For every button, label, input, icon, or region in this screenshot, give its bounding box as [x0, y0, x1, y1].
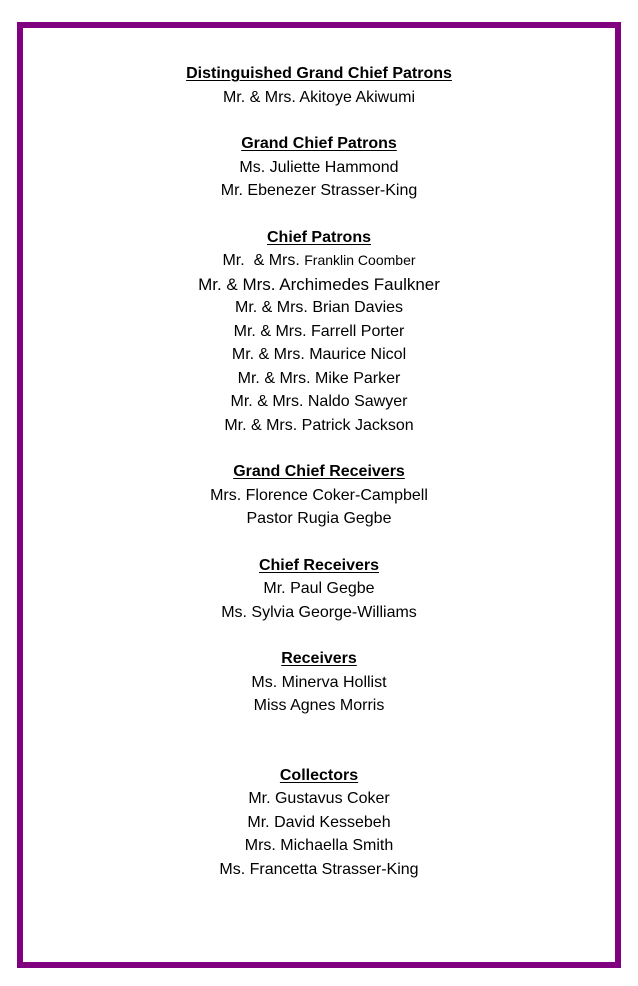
patron-name: Mr. & Mrs. Akitoye Akiwumi — [222, 88, 416, 106]
receiver-name: Pastor Rugia Gegbe — [246, 510, 392, 527]
section-title: Collectors — [279, 766, 359, 784]
patron-name: Mr. & Mrs. Maurice Nicol — [231, 346, 407, 363]
patron-name: Mr. & Mrs. Mike Parker — [237, 369, 401, 387]
section-distinguished-grand-chief-patrons — [0, 62, 638, 109]
section-collectors — [0, 764, 638, 882]
receiver-name: Ms. Sylvia George-Williams — [221, 603, 417, 621]
patron-surname: Franklin Coomber — [304, 252, 416, 268]
patron-prefix: Mr. & Mrs. — [222, 252, 300, 269]
section-receivers — [0, 647, 638, 718]
patron-name: Mr. & Mrs. Patrick Jackson — [224, 416, 414, 434]
patron-name — [0, 249, 638, 273]
section-chief-patrons — [0, 226, 638, 438]
section-title: Distinguished Grand Chief Patrons — [186, 65, 452, 82]
section-title: Receivers — [281, 650, 357, 667]
section-chief-receivers — [0, 554, 638, 625]
patron-name: Mr. & Mrs. Naldo Sawyer — [230, 393, 408, 410]
section-grand-chief-patrons — [0, 132, 638, 203]
patron-name: Ms. Juliette Hammond — [239, 158, 399, 176]
patron-name: Mr. & Mrs. Archimedes Faulkner — [198, 274, 440, 294]
section-grand-chief-receivers — [0, 460, 638, 531]
patron-name: Mr. & Mrs. Farrell Porter — [233, 322, 405, 340]
section-title: Chief Receivers — [258, 556, 380, 574]
section-title: Grand Chief Receivers — [233, 463, 405, 480]
patron-name: Mr. Ebenezer Strasser-King — [220, 182, 418, 199]
collector-name: Mrs. Michaella Smith — [244, 837, 394, 854]
section-title: Chief Patrons — [266, 228, 371, 246]
collector-name: Mr. Gustavus Coker — [248, 790, 390, 807]
patron-name: Mr. & Mrs. Brian Davies — [234, 299, 404, 316]
collector-name: Ms. Francetta Strasser-King — [219, 860, 419, 878]
receiver-name: Ms. Minerva Hollist — [251, 673, 387, 691]
receiver-name: Miss Agnes Morris — [253, 697, 385, 714]
section-title: Grand Chief Patrons — [241, 135, 397, 152]
patrons-list — [0, 62, 638, 881]
collector-name: Mr. David Kessebeh — [247, 813, 391, 831]
receiver-name: Mr. Paul Gegbe — [263, 580, 375, 597]
receiver-name: Mrs. Florence Coker-Campbell — [210, 486, 428, 504]
